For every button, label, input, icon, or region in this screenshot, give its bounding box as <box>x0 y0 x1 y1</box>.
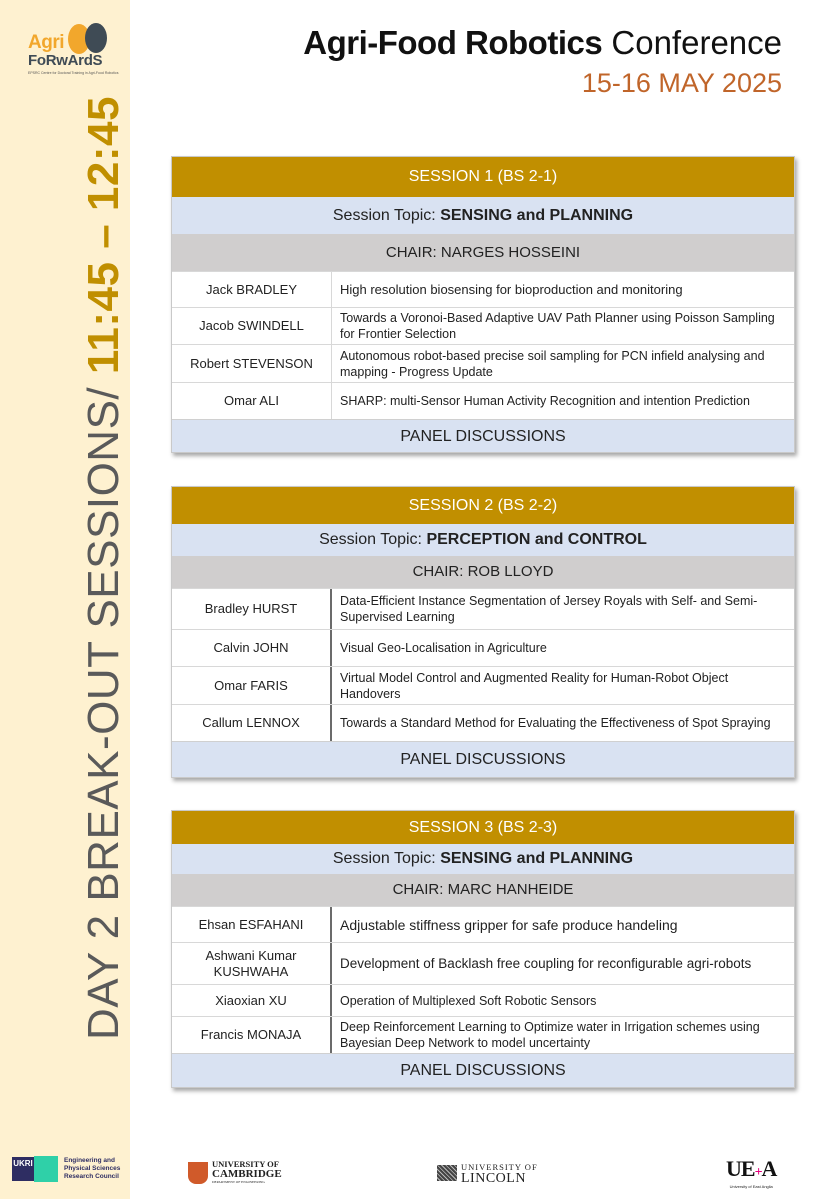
speaker-name: Xiaoxian XU <box>172 985 332 1016</box>
table-row <box>172 344 794 382</box>
talk-title: Deep Reinforcement Learning to Optimize water in Irrigation schemes using Bayesian Deep Network to model uncertainty <box>340 1020 760 1050</box>
table-row <box>172 1016 794 1053</box>
speaker-name: Francis MONAJA <box>172 1017 332 1053</box>
uea-a: A <box>761 1156 777 1181</box>
table-row <box>172 704 794 741</box>
title-light: Conference <box>611 24 782 61</box>
cambridge-sub: DEPARTMENT OF ENGINEERING <box>212 1180 265 1184</box>
table-row <box>172 271 794 307</box>
session-topic <box>172 844 794 874</box>
title-bold: Agri-Food Robotics <box>303 24 603 61</box>
speaker-name: Omar ALI <box>172 383 332 419</box>
sidebar <box>0 0 130 1199</box>
speaker-name: Omar FARIS <box>172 667 332 704</box>
conference-title <box>303 24 782 62</box>
table-row <box>172 629 794 666</box>
logo-subtitle: EPSRC Centre for Doctoral Training in Agri-Food Robotics <box>28 71 119 75</box>
table-row <box>172 307 794 344</box>
talk-title: High resolution biosensing for bioproduction and monitoring <box>340 281 683 297</box>
session-chair: CHAIR: ROB LLOYD <box>172 556 794 588</box>
conference-date: 15-16 MAY 2025 <box>581 68 782 98</box>
uea-mark <box>726 1158 776 1184</box>
topic-label: Session Topic: <box>332 207 441 224</box>
table-row <box>172 666 794 704</box>
topic-value: SENSING and PLANNING <box>440 207 634 224</box>
session-3-table <box>171 810 795 1088</box>
talk-title: Visual Geo-Localisation in Agriculture <box>340 641 547 655</box>
cambridge-line1: UNIVERSITY OF <box>212 1159 279 1169</box>
talk-title: Autonomous robot-based precise soil sampling for PCN infield analysing and mapping - Progress Update <box>340 348 765 379</box>
session-1-table <box>171 156 795 453</box>
uea-logo <box>726 1158 776 1189</box>
cambridge-line2: CAMBRIDGE <box>212 1168 282 1180</box>
table-row <box>172 942 794 984</box>
epsrc-logo <box>12 1156 124 1182</box>
topic-value: SENSING and PLANNING <box>440 850 634 867</box>
session-2-table <box>171 486 795 778</box>
robot-icon <box>85 23 107 53</box>
session-topic <box>172 197 794 234</box>
session-chair: CHAIR: NARGES HOSSEINI <box>172 234 794 271</box>
agriforwards-logo <box>24 20 119 82</box>
session-heading: SESSION 2 (BS 2-2) <box>172 487 794 524</box>
talk-title: Development of Backlash free coupling for reconfigurable agri-robots <box>340 955 752 971</box>
talk-title: Adjustable stiffness gripper for safe produce handeling <box>340 916 678 933</box>
table-row <box>172 382 794 419</box>
speaker-name: Calvin JOHN <box>172 630 332 666</box>
speaker-name: Jack BRADLEY <box>172 272 332 307</box>
session-time: 11:45 – 12:45 <box>79 96 128 375</box>
panel-discussions: PANEL DISCUSSIONS <box>172 741 794 777</box>
table-row <box>172 588 794 629</box>
speaker-name: Ehsan ESFAHANI <box>172 907 332 942</box>
session-label: DAY 2 BREAK-OUT SESSIONS/ <box>79 374 128 1040</box>
speaker-name: Callum LENNOX <box>172 705 332 741</box>
cambridge-text <box>212 1160 282 1185</box>
talk-title: Towards a Standard Method for Evaluating the Effectiveness of Spot Spraying <box>340 716 771 730</box>
session-chair: CHAIR: MARC HANHEIDE <box>172 874 794 906</box>
topic-label: Session Topic: <box>332 850 441 867</box>
speaker-name: Ashwani Kumar KUSHWAHA <box>172 943 332 984</box>
cambridge-shield-icon <box>188 1162 208 1184</box>
talk-title: Operation of Multiplexed Soft Robotic Sensors <box>340 993 597 1008</box>
topic-label: Session Topic: <box>319 531 427 548</box>
lincoln-text <box>461 1162 538 1184</box>
ukri-mark: UKRI <box>12 1157 34 1181</box>
panel-discussions: PANEL DISCUSSIONS <box>172 419 794 452</box>
talk-title: Virtual Model Control and Augmented Reality for Human-Robot Object Handovers <box>340 670 729 701</box>
lincoln-crest-icon <box>437 1165 457 1181</box>
panel-discussions: PANEL DISCUSSIONS <box>172 1053 794 1087</box>
uea-subtitle: University of East Anglia <box>729 1184 773 1189</box>
lincoln-logo <box>437 1162 538 1184</box>
uea-ue: UE <box>726 1156 755 1181</box>
topic-value: PERCEPTION and CONTROL <box>426 531 647 548</box>
session-heading: SESSION 1 (BS 2-1) <box>172 157 794 197</box>
logo-text-agri: Agri <box>28 32 64 53</box>
logo-text-forwards: FoRwArdS <box>28 52 103 69</box>
session-topic <box>172 524 794 556</box>
lincoln-line2: LINCOLN <box>461 1171 526 1186</box>
cambridge-logo <box>188 1160 282 1185</box>
ukri-green-block <box>34 1156 58 1182</box>
speaker-name: Bradley HURST <box>172 589 332 629</box>
lincoln-line1: UNIVERSITY OF <box>461 1162 538 1172</box>
day-session-title <box>79 96 128 1040</box>
table-row <box>172 984 794 1016</box>
talk-title: Towards a Voronoi-Based Adaptive UAV Path Planner using Poisson Sampling for Frontier Selection <box>340 311 775 341</box>
speaker-name: Robert STEVENSON <box>172 345 332 382</box>
epsrc-text: Engineering and Physical Sciences Research Council <box>64 1157 121 1180</box>
talk-title: SHARP: multi-Sensor Human Activity Recognition and intention Prediction <box>340 394 750 408</box>
plus-icon: + <box>754 1165 762 1180</box>
talk-title: Data-Efficient Instance Segmentation of Jersey Royals with Self- and Semi-Supervised Learning <box>340 594 758 624</box>
session-heading: SESSION 3 (BS 2-3) <box>172 811 794 844</box>
speaker-name: Jacob SWINDELL <box>172 308 332 344</box>
table-row <box>172 906 794 942</box>
